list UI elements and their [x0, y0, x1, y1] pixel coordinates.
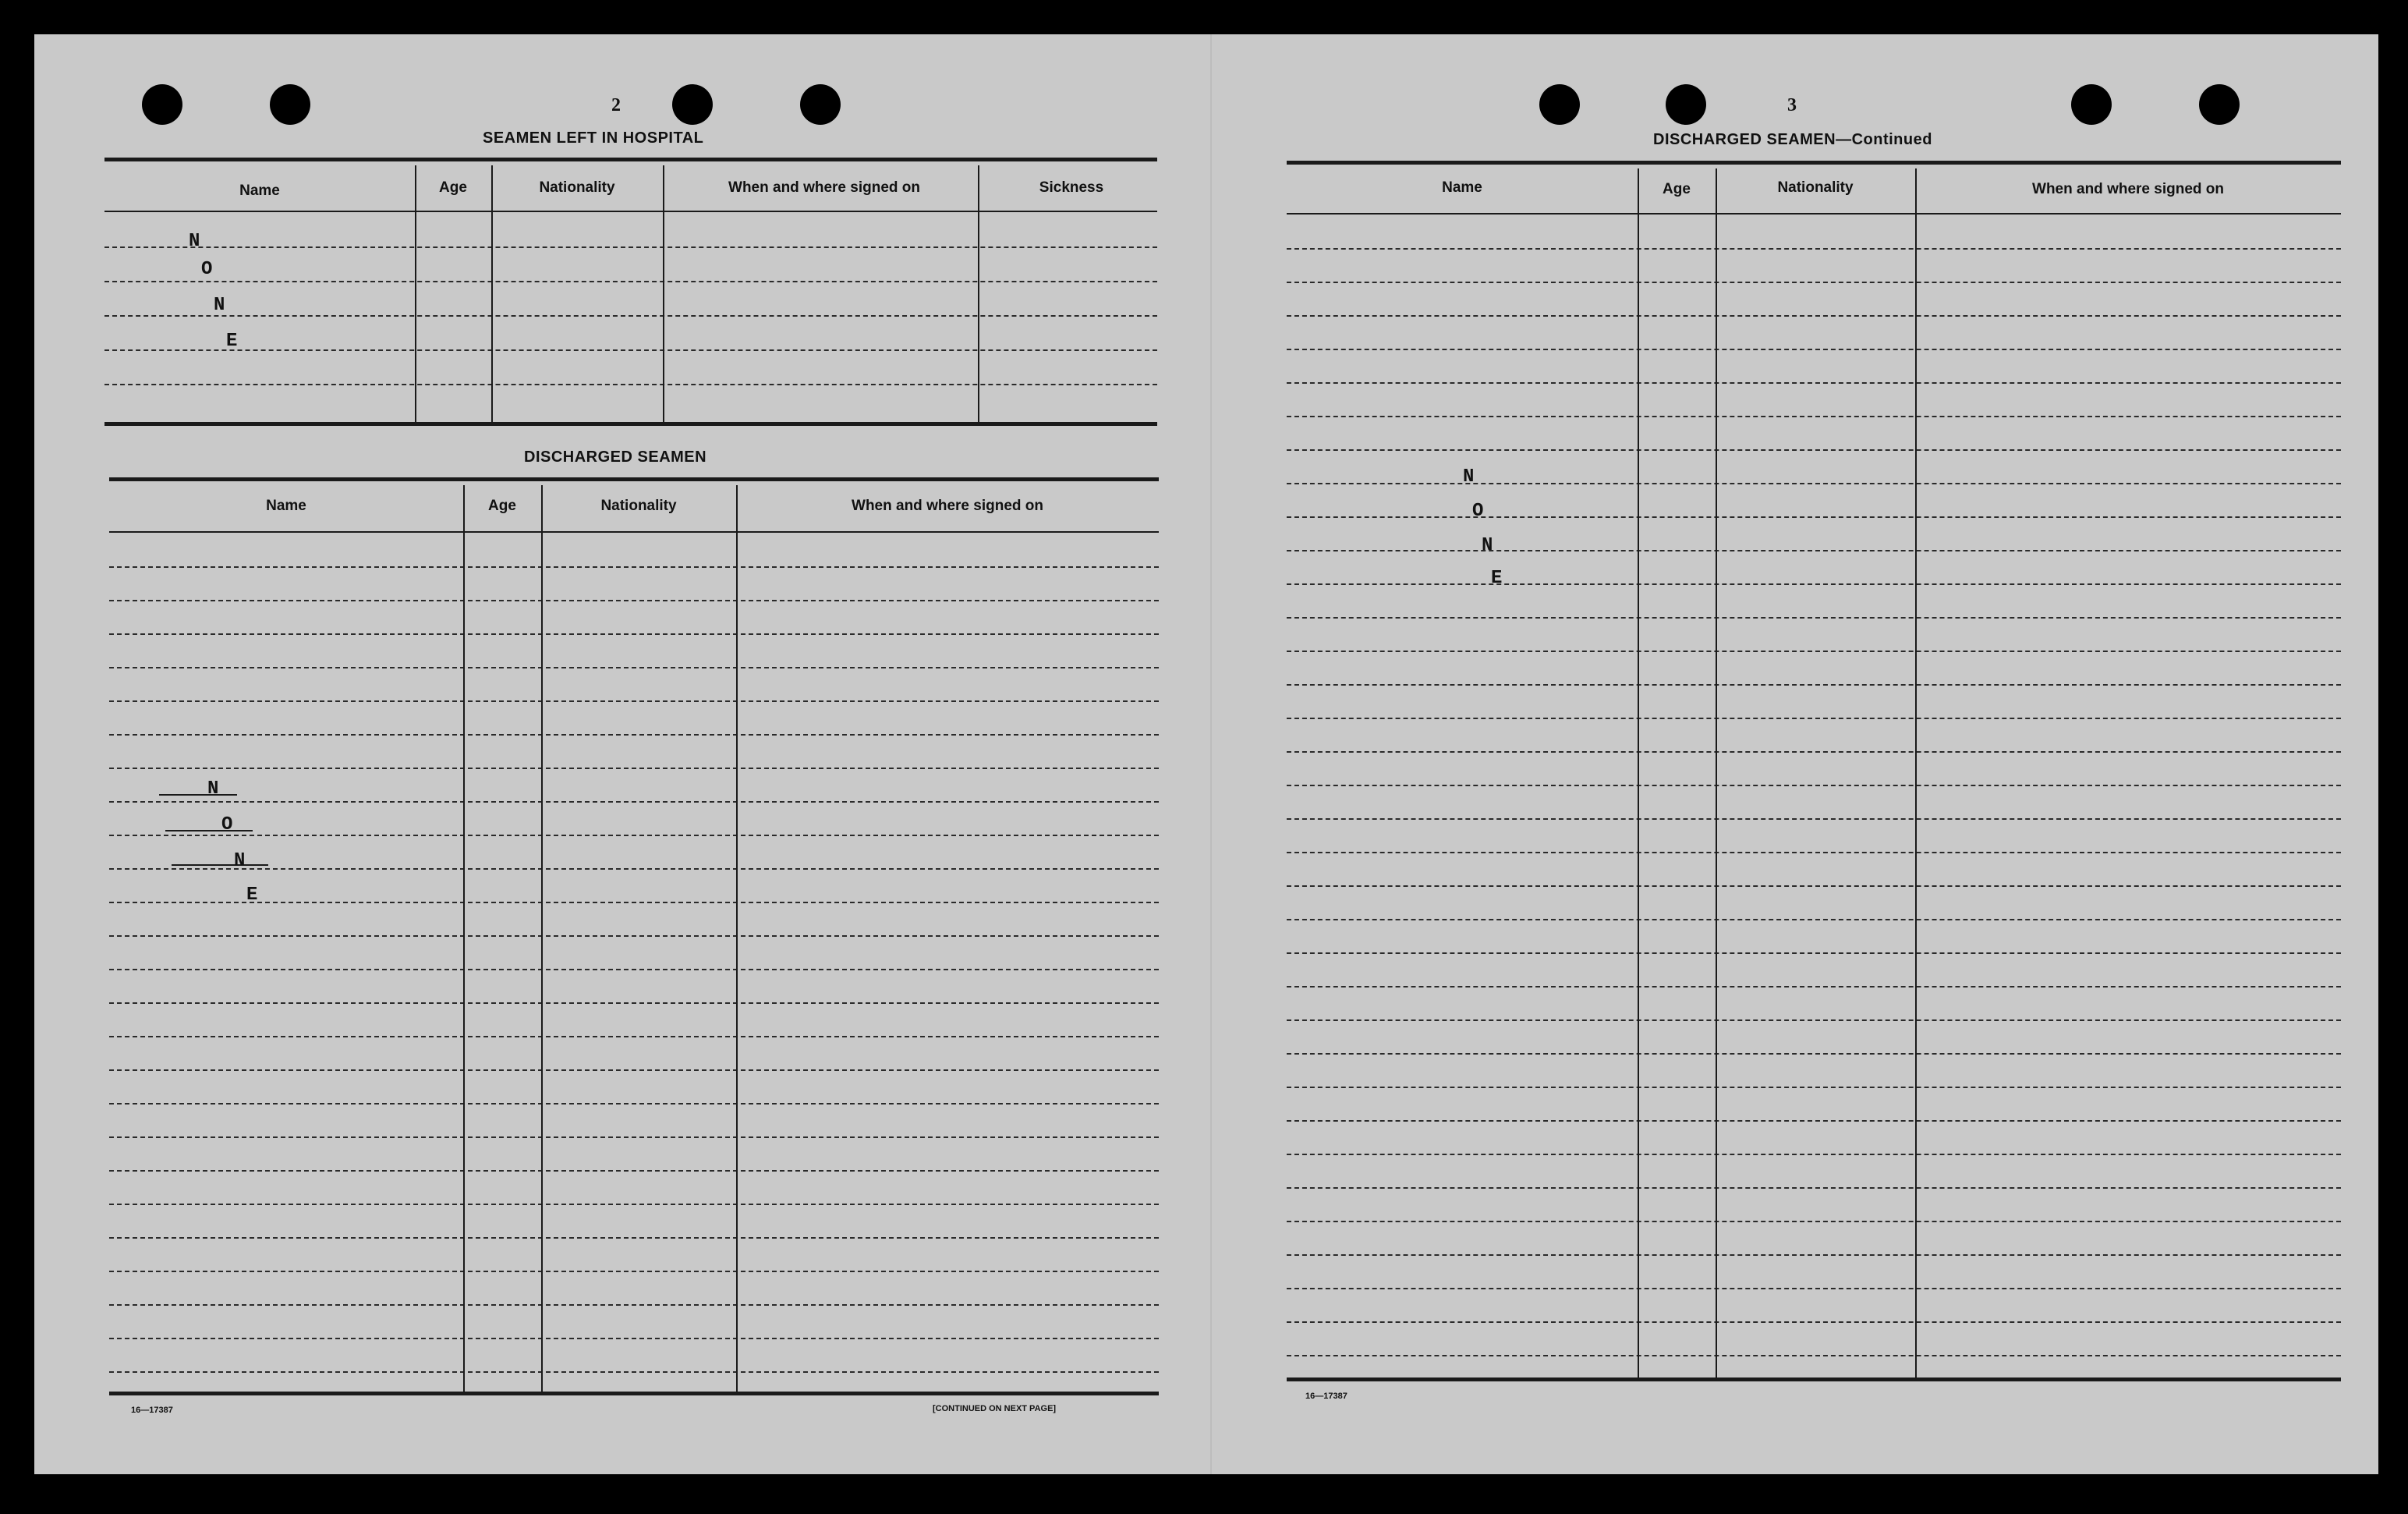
- handwritten-stroke: [159, 794, 237, 796]
- column-header-age: Age: [1663, 181, 1691, 197]
- table-row-rule: [1287, 416, 2341, 417]
- column-header-name: Name: [266, 498, 306, 514]
- table-row-rule: [109, 868, 1159, 870]
- handwritten-letter: E: [226, 331, 238, 352]
- table-header-rule: [109, 531, 1159, 533]
- table-row-rule: [109, 935, 1159, 937]
- continued-note: [CONTINUED ON NEXT PAGE]: [933, 1404, 1057, 1413]
- table-row-rule: [109, 1304, 1159, 1306]
- table-row-rule: [1287, 1254, 2341, 1256]
- page-number: 2: [611, 95, 621, 115]
- punch-hole: [1666, 84, 1706, 125]
- table-header-rule: [1287, 213, 2341, 215]
- table-row-rule: [109, 1002, 1159, 1004]
- punch-hole: [1539, 84, 1580, 125]
- table-row-rule: [109, 1271, 1159, 1272]
- column-header-sickness: Sickness: [1039, 179, 1104, 196]
- document-paper: [34, 34, 2378, 1474]
- table-row-rule: [109, 768, 1159, 769]
- table-row-rule: [1287, 818, 2341, 820]
- table-row-rule: [1287, 952, 2341, 954]
- table-row-rule: [1287, 282, 2341, 283]
- table-row-rule: [1287, 1221, 2341, 1222]
- table-row-rule: [1287, 1288, 2341, 1289]
- column-header-nationality: Nationality: [539, 179, 615, 196]
- handwritten-letter: E: [1491, 568, 1503, 589]
- handwritten-letter: O: [221, 814, 233, 835]
- table-row-rule: [1287, 1154, 2341, 1155]
- table-row-rule: [109, 600, 1159, 601]
- table-row-rule: [109, 667, 1159, 668]
- column-header-signed-on: When and where signed on: [852, 498, 1043, 514]
- table-row-rule: [1287, 1355, 2341, 1356]
- column-header-age: Age: [439, 179, 467, 196]
- handwritten-letter: N: [207, 778, 219, 800]
- column-divider: [1915, 168, 1917, 1377]
- table-row-rule: [109, 1103, 1159, 1104]
- column-header-signed-on: When and where signed on: [2032, 181, 2224, 197]
- table-row-rule: [1287, 852, 2341, 853]
- handwritten-letter: O: [201, 259, 213, 280]
- table-row-rule: [109, 566, 1159, 568]
- table-bottom-rule: [104, 422, 1157, 426]
- column-header-age: Age: [488, 498, 516, 514]
- table-row-rule: [109, 633, 1159, 635]
- form-code: 16—17387: [1305, 1392, 1347, 1401]
- table-row-rule: [1287, 248, 2341, 250]
- table-row-rule: [1287, 483, 2341, 484]
- column-divider: [1716, 168, 1717, 1377]
- table-row-rule: [104, 384, 1157, 385]
- punch-hole: [672, 84, 713, 125]
- table-row-rule: [1287, 785, 2341, 786]
- table-row-rule: [1287, 1321, 2341, 1323]
- page-2: [34, 34, 1210, 1474]
- table-row-rule: [1287, 516, 2341, 518]
- handwritten-letter: N: [1482, 535, 1493, 556]
- column-header-name: Name: [1442, 179, 1482, 196]
- table-top-rule: [109, 477, 1159, 481]
- table-row-rule: [1287, 751, 2341, 753]
- table-top-rule: [104, 158, 1157, 161]
- table-row-rule: [109, 700, 1159, 702]
- handwritten-letter: N: [1463, 466, 1475, 488]
- table-row-rule: [1287, 382, 2341, 384]
- handwritten-letter: N: [214, 295, 225, 316]
- handwritten-letter: N: [189, 231, 200, 252]
- table-row-rule: [1287, 583, 2341, 585]
- table-row-rule: [1287, 1019, 2341, 1021]
- punch-hole: [800, 84, 841, 125]
- form-code: 16—17387: [131, 1406, 173, 1415]
- punch-hole: [142, 84, 182, 125]
- handwritten-letter: O: [1472, 501, 1484, 522]
- table-row-rule: [109, 902, 1159, 903]
- table-row-rule: [1287, 651, 2341, 652]
- punch-hole: [2071, 84, 2112, 125]
- table-row-rule: [109, 1338, 1159, 1339]
- column-header-nationality: Nationality: [600, 498, 677, 514]
- table-row-rule: [1287, 550, 2341, 551]
- handwritten-stroke: [165, 830, 253, 831]
- table-row-rule: [109, 1371, 1159, 1373]
- column-divider: [541, 485, 543, 1392]
- column-header-signed-on: When and where signed on: [728, 179, 920, 196]
- page-3: [1210, 34, 2380, 1474]
- table-row-rule: [1287, 986, 2341, 987]
- column-divider: [463, 485, 465, 1392]
- table-row-rule: [1287, 684, 2341, 686]
- table-row-rule: [109, 1036, 1159, 1037]
- discharged-continued-title: DISCHARGED SEAMEN—Continued: [1653, 131, 1932, 148]
- page-number: 3: [1787, 95, 1797, 115]
- table-row-rule: [1287, 349, 2341, 350]
- table-row-rule: [1287, 1120, 2341, 1122]
- table-row-rule: [109, 1237, 1159, 1239]
- column-divider: [491, 165, 493, 423]
- table-header-rule: [104, 211, 1157, 212]
- column-divider: [1638, 168, 1639, 1377]
- table-top-rule: [1287, 161, 2341, 165]
- table-row-rule: [1287, 449, 2341, 451]
- handwritten-letter: E: [246, 885, 258, 906]
- punch-hole: [270, 84, 310, 125]
- discharged-section-title: DISCHARGED SEAMEN: [524, 449, 707, 466]
- table-row-rule: [109, 1170, 1159, 1172]
- table-row-rule: [1287, 617, 2341, 619]
- table-bottom-rule: [1287, 1377, 2341, 1381]
- column-divider: [415, 165, 416, 423]
- hospital-section-title: SEAMEN LEFT IN HOSPITAL: [483, 129, 704, 147]
- table-row-rule: [109, 1069, 1159, 1071]
- table-row-rule: [1287, 718, 2341, 719]
- column-header-name: Name: [239, 183, 280, 199]
- table-row-rule: [104, 281, 1157, 282]
- table-row-rule: [1287, 1187, 2341, 1189]
- column-divider: [978, 165, 979, 423]
- table-row-rule: [104, 246, 1157, 248]
- table-row-rule: [1287, 1053, 2341, 1055]
- table-row-rule: [109, 1136, 1159, 1138]
- table-row-rule: [109, 1204, 1159, 1205]
- column-header-nationality: Nationality: [1777, 179, 1854, 196]
- column-divider: [736, 485, 738, 1392]
- punch-hole: [2199, 84, 2240, 125]
- table-row-rule: [1287, 919, 2341, 920]
- table-row-rule: [1287, 1087, 2341, 1088]
- column-divider: [663, 165, 664, 423]
- table-row-rule: [104, 315, 1157, 317]
- table-row-rule: [104, 349, 1157, 351]
- table-row-rule: [109, 835, 1159, 836]
- handwritten-stroke: [172, 864, 268, 866]
- table-row-rule: [109, 969, 1159, 970]
- table-bottom-rule: [109, 1392, 1159, 1395]
- table-row-rule: [1287, 315, 2341, 317]
- handwritten-letter: N: [234, 850, 246, 871]
- table-row-rule: [1287, 885, 2341, 887]
- table-row-rule: [109, 801, 1159, 803]
- table-row-rule: [109, 734, 1159, 736]
